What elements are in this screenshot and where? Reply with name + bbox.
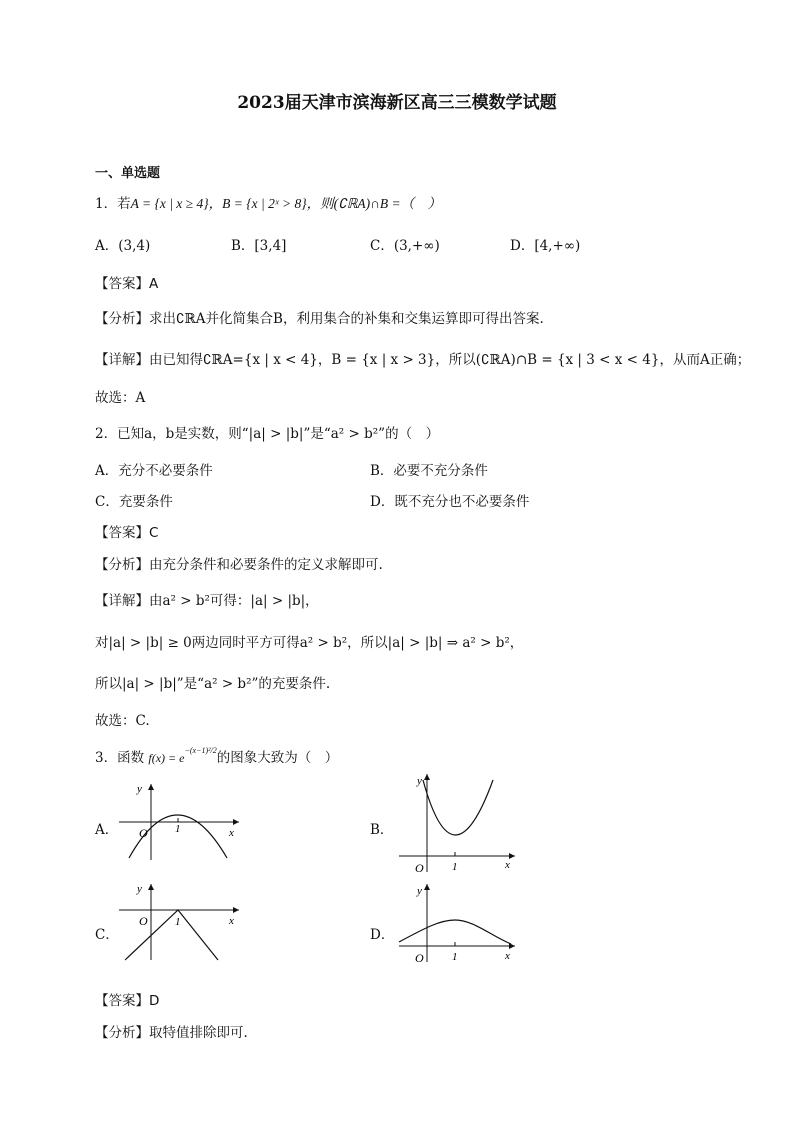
question-1-math: A = {x | x ≥ 4}，B = {x | 2ˣ > 8}，则(∁ℝA)∩B =（ ） [130, 196, 442, 211]
q3-option-c-label: C． [95, 927, 119, 943]
q3-option-b-label: B． [370, 822, 394, 838]
q2-detail-line-3: 所以|a| > |b|”是“a² > b²”的充要条件. [95, 676, 331, 692]
detail-tag: 【详解】 [95, 352, 149, 368]
q2-answer: 【答案】C [95, 525, 159, 541]
tick-label: 1 [175, 916, 181, 928]
q2-option-d: D．既不充分也不必要条件 [370, 494, 530, 510]
x-label: x [229, 827, 234, 839]
q3-option-a-label: A． [95, 822, 119, 838]
q3-answer: 【答案】D [95, 993, 160, 1009]
page-title: 2023届天津市滨海新区高三三模数学试题 [237, 93, 557, 113]
tick-label: 1 [452, 951, 458, 963]
graph-b [395, 770, 520, 875]
q2-option-b: B．必要不充分条件 [370, 463, 488, 479]
q2-option-a: A．充分不必要条件 [95, 463, 213, 479]
tick-label: 1 [175, 823, 181, 835]
x-label: x [505, 950, 510, 962]
question-1-number: 1．若 [95, 196, 131, 212]
graph-d [395, 880, 520, 965]
q1-conclusion: 故选：A [95, 390, 146, 406]
q2-detail [95, 589, 319, 609]
tick-label: 1 [452, 861, 458, 873]
y-label: y [417, 885, 422, 897]
analysis-text: 取特值排除即可. [149, 1025, 248, 1041]
q1-answer: 【答案】A [95, 276, 159, 292]
question-3-suffix: 的图象大致为（ ） [216, 750, 339, 766]
q1-option-c: C．(3,+∞) [370, 238, 440, 254]
function-exponent: −(x−1)²/2 [184, 745, 217, 755]
analysis-tag: 【分析】 [95, 557, 149, 573]
analysis-text: 由充分条件和必要条件的定义求解即可. [149, 557, 383, 573]
detail-text: 由已知得∁ℝA={x | x < 4}，B = {x | x > 3}，所以(∁ℝA)∩B = {x | 3 < x < 4}，从而A正确； [149, 352, 751, 368]
q1-option-a: A．(3,4) [95, 238, 151, 254]
q1-detail [95, 348, 750, 368]
q3-option-d-label: D． [370, 927, 395, 943]
graph-c [115, 880, 245, 962]
question-3-number: 3．函数 [95, 750, 145, 766]
q2-detail-line-2: 对|a| > |b| ≥ 0两边同时平方可得a² > b²，所以|a| > |b| ⇒ a² > b²， [95, 635, 524, 651]
question-1-stem [95, 192, 441, 212]
q2-option-c: C．充要条件 [95, 494, 173, 510]
y-label: y [137, 883, 142, 895]
origin-label: O [139, 914, 148, 928]
q1-option-b: B．[3,4] [231, 238, 287, 254]
x-label: x [505, 859, 510, 871]
question-2-stem: 2．已知a，b是实数，则“|a| > |b|”是“a² > b²”的（ ） [95, 426, 440, 442]
q1-analysis [95, 307, 544, 327]
x-label: x [229, 915, 234, 927]
detail-text: 由a² > b²可得：|a| > |b|， [149, 593, 319, 609]
q3-analysis [95, 1021, 248, 1041]
q1-option-d: D．[4,+∞) [510, 238, 581, 254]
detail-tag: 【详解】 [95, 593, 149, 609]
graph-a [115, 780, 245, 862]
origin-label: O [415, 861, 424, 875]
question-3-stem [95, 746, 338, 766]
q2-analysis [95, 553, 383, 573]
origin-label: O [139, 826, 148, 840]
origin-label: O [415, 951, 424, 965]
analysis-tag: 【分析】 [95, 1025, 149, 1041]
analysis-text: 求出∁ℝA并化简集合B，利用集合的补集和交集运算即可得出答案. [149, 311, 544, 327]
function-expression: f(x) = e [148, 751, 185, 765]
section-heading: 一、单选题 [95, 166, 161, 181]
analysis-tag: 【分析】 [95, 311, 149, 327]
y-label: y [417, 775, 422, 787]
y-label: y [137, 783, 142, 795]
q2-conclusion: 故选：C. [95, 713, 150, 729]
